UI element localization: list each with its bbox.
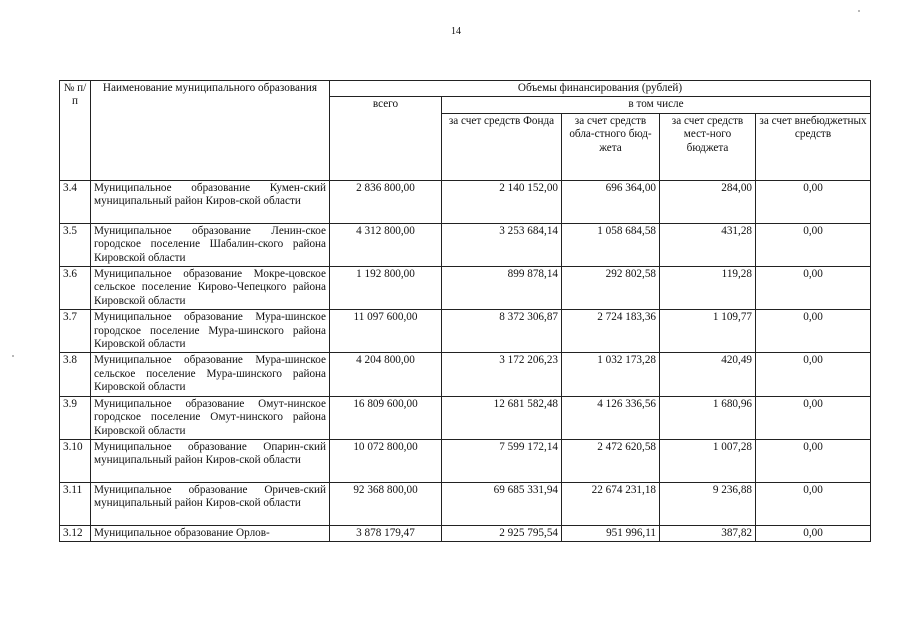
total-amount: 92 368 800,00 <box>330 482 442 525</box>
header-no: № п/п <box>60 81 91 181</box>
municipality-name: Муниципальное образование Мура-шинское сельское поселение Мура-шинского района Кировской области <box>91 353 330 396</box>
fund-amount: 2 140 152,00 <box>442 180 562 223</box>
municipality-name: Муниципальное образование Мура-шинское городское поселение Мура-шинского района Кировской области <box>91 310 330 353</box>
total-amount: 10 072 800,00 <box>330 439 442 482</box>
table-row <box>60 310 871 353</box>
fund-amount: 899 878,14 <box>442 267 562 310</box>
offbudget-amount: 0,00 <box>756 439 871 482</box>
regional-amount: 4 126 336,56 <box>562 396 660 439</box>
local-amount: 284,00 <box>660 180 756 223</box>
offbudget-amount: 0,00 <box>756 525 871 541</box>
table-row <box>60 482 871 525</box>
header-local: за счет средств мест-ного бюджета <box>660 113 756 180</box>
table-row <box>60 353 871 396</box>
local-amount: 9 236,88 <box>660 482 756 525</box>
table-row <box>60 180 871 223</box>
row-number: 3.5 <box>60 223 91 266</box>
table-row <box>60 267 871 310</box>
offbudget-amount: 0,00 <box>756 482 871 525</box>
total-amount: 4 204 800,00 <box>330 353 442 396</box>
row-number: 3.9 <box>60 396 91 439</box>
fund-amount: 3 172 206,23 <box>442 353 562 396</box>
financing-table <box>59 80 871 542</box>
municipality-name: Муниципальное образование Оричев-ский муниципальный район Киров-ской области <box>91 482 330 525</box>
municipality-name: Муниципальное образование Орлов- <box>91 525 330 541</box>
fund-amount: 12 681 582,48 <box>442 396 562 439</box>
header-including: в том числе <box>442 97 871 113</box>
local-amount: 1 109,77 <box>660 310 756 353</box>
table-row <box>60 525 871 541</box>
municipality-name: Муниципальное образование Ленин-ское городское поселение Шабалин-ского района Кировской области <box>91 223 330 266</box>
offbudget-amount: 0,00 <box>756 223 871 266</box>
local-amount: 431,28 <box>660 223 756 266</box>
regional-amount: 292 802,58 <box>562 267 660 310</box>
header-fund: за счет средств Фонда <box>442 113 562 180</box>
header-regional: за счет средств обла-стного бюд-жета <box>562 113 660 180</box>
row-number: 3.8 <box>60 353 91 396</box>
municipality-name: Муниципальное образование Опарин-ский муниципальный район Киров-ской области <box>91 439 330 482</box>
fund-amount: 7 599 172,14 <box>442 439 562 482</box>
row-number: 3.4 <box>60 180 91 223</box>
regional-amount: 1 058 684,58 <box>562 223 660 266</box>
row-number: 3.10 <box>60 439 91 482</box>
total-amount: 1 192 800,00 <box>330 267 442 310</box>
fund-amount: 69 685 331,94 <box>442 482 562 525</box>
regional-amount: 1 032 173,28 <box>562 353 660 396</box>
row-number: 3.11 <box>60 482 91 525</box>
fund-amount: 8 372 306,87 <box>442 310 562 353</box>
regional-amount: 2 472 620,58 <box>562 439 660 482</box>
header-offbudget: за счет внебюджетных средств <box>756 113 871 180</box>
table-row <box>60 223 871 266</box>
fund-amount: 3 253 684,14 <box>442 223 562 266</box>
scan-speck <box>858 10 860 12</box>
page-number: 14 <box>451 26 461 37</box>
municipality-name: Муниципальное образование Кумен-ский муниципальный район Киров-ской области <box>91 180 330 223</box>
table-row <box>60 396 871 439</box>
regional-amount: 951 996,11 <box>562 525 660 541</box>
row-number: 3.7 <box>60 310 91 353</box>
row-number: 3.6 <box>60 267 91 310</box>
regional-amount: 2 724 183,36 <box>562 310 660 353</box>
offbudget-amount: 0,00 <box>756 396 871 439</box>
total-amount: 3 878 179,47 <box>330 525 442 541</box>
regional-amount: 22 674 231,18 <box>562 482 660 525</box>
municipality-name: Муниципальное образование Омут-нинское городское поселение Омут-нинского района Кировской области <box>91 396 330 439</box>
offbudget-amount: 0,00 <box>756 310 871 353</box>
fund-amount: 2 925 795,54 <box>442 525 562 541</box>
local-amount: 1 007,28 <box>660 439 756 482</box>
header-volumes: Объемы финансирования (рублей) <box>330 81 871 97</box>
offbudget-amount: 0,00 <box>756 180 871 223</box>
total-amount: 16 809 600,00 <box>330 396 442 439</box>
scan-speck <box>12 355 14 357</box>
regional-amount: 696 364,00 <box>562 180 660 223</box>
municipality-name: Муниципальное образование Мокре-цовское сельское поселение Кирово-Чепецкого района Кировской области <box>91 267 330 310</box>
local-amount: 119,28 <box>660 267 756 310</box>
header-total: всего <box>330 97 442 180</box>
local-amount: 387,82 <box>660 525 756 541</box>
total-amount: 4 312 800,00 <box>330 223 442 266</box>
table-row <box>60 439 871 482</box>
offbudget-amount: 0,00 <box>756 353 871 396</box>
total-amount: 2 836 800,00 <box>330 180 442 223</box>
row-number: 3.12 <box>60 525 91 541</box>
local-amount: 420,49 <box>660 353 756 396</box>
total-amount: 11 097 600,00 <box>330 310 442 353</box>
local-amount: 1 680,96 <box>660 396 756 439</box>
offbudget-amount: 0,00 <box>756 267 871 310</box>
header-name: Наименование муниципального образования <box>91 81 330 181</box>
